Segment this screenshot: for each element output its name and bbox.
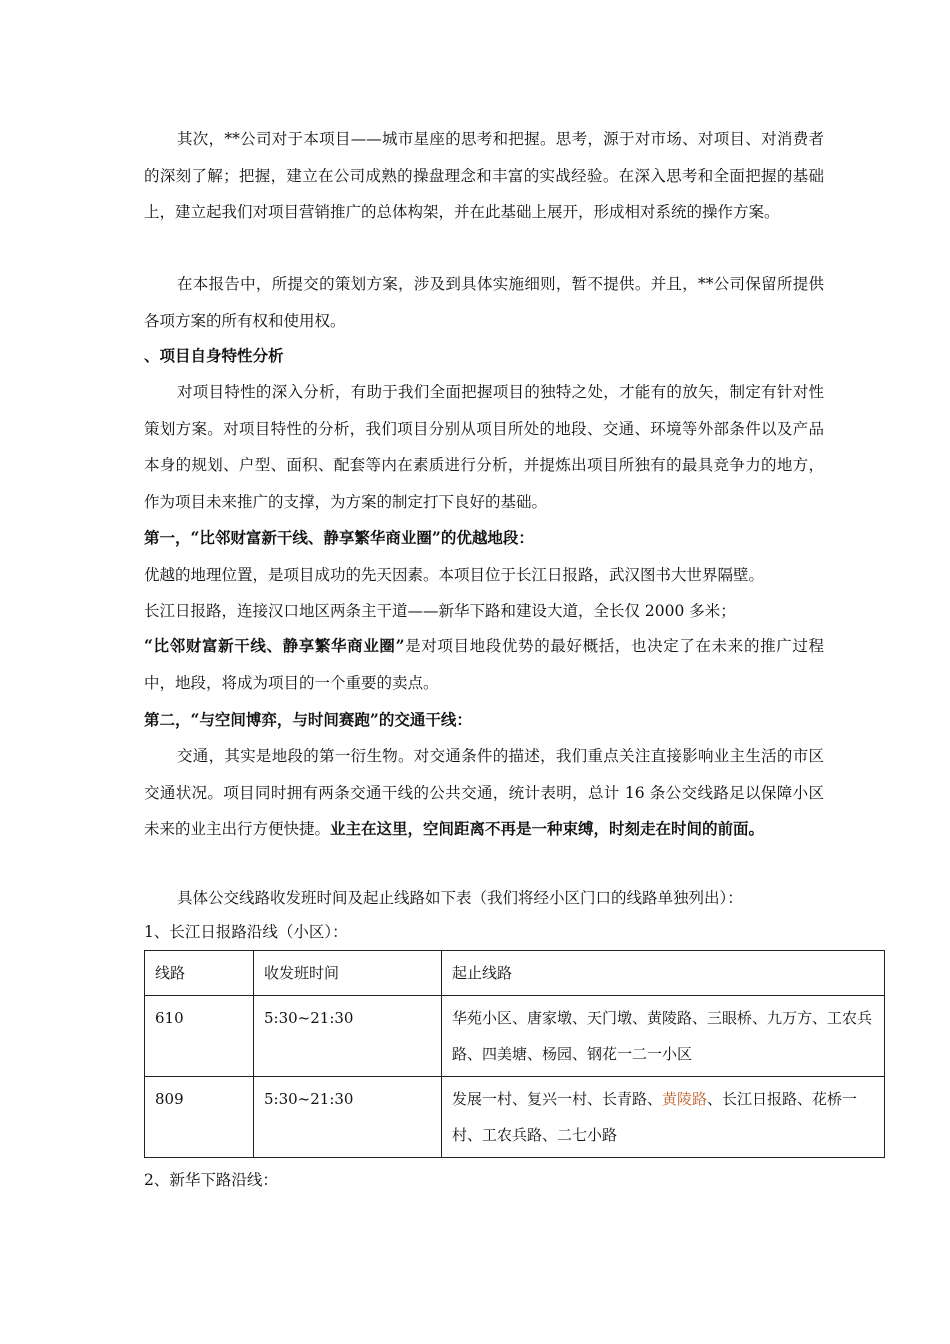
section-heading: 、项目自身特性分析 (144, 346, 284, 365)
table-row (145, 996, 885, 1077)
paragraph-location-1: 优越的地理位置，是项目成功的先天因素。本项目位于长江日报路，武汉图书大世界隔壁。 (144, 566, 765, 584)
traffic-text: 交通，其实是地段的第一衍生物。对交通条件的描述，我们重点关注直接影响业主生活的市区交通状况。项目同时拥有两条交通干线的公共交通，统计表明，总计 16 条公交线路足以保障小区未来的业主出行方便快捷。 (144, 747, 824, 838)
bus-route-table (144, 950, 885, 1158)
heading-traffic: 第二，“与空间博弈，与时间赛跑”的交通干线： (144, 710, 472, 729)
route-time: 5:30~21:30 (254, 1077, 442, 1158)
location-summary: 是对项目地段优势的最好概括，也决定了在未来的推广过程中，地段，将成为项目的一个重要的卖点。 (144, 637, 824, 692)
header-stops: 起止线路 (442, 951, 885, 996)
route-number: 809 (145, 1077, 254, 1158)
route-number: 610 (145, 996, 254, 1077)
stops-highlight: 黄陵路 (662, 1090, 708, 1108)
stops-part-2: 、长江日报路、花桥一村、工农兵路、二七小路 (452, 1090, 858, 1144)
traffic-slogan: 业主在这里，空间距离不再是一种束缚，时刻走在时间的前面。 (330, 819, 765, 838)
paragraph-thinking: 其次，**公司对于本项目——城市星座的思考和把握。思考，源于对市场、对项目、对消费者的深刻了解；把握，建立在公司成熟的操盘理念和丰富的实战经验。在深入思考和全面把握的基础上，建立起我们对项目营销推广的总体构架，并在此基础上展开，形成相对系统的操作方案。 (144, 130, 824, 221)
paragraph-analysis: 对项目特性的深入分析，有助于我们全面把握项目的独特之处，才能有的放矢，制定有针对性策划方案。对项目特性的分析，我们项目分别从项目所处的地段、交通、环境等外部条件以及产品本身的规划、户型、面积、配套等内在素质进行分析，并提炼出项目所独有的最具竞争力的地方，作为项目未来推广的支撑，为方案的制定打下良好的基础。 (144, 383, 824, 511)
paragraph-location-2: 长江日报路，连接汉口地区两条主干道——新华下路和建设大道，全长仅 2000 多米； (144, 602, 736, 620)
paragraph-table-intro: 具体公交线路收发班时间及起止线路如下表（我们将经小区门口的线路单独列出）： (177, 889, 743, 907)
paragraph-location-3 (144, 628, 824, 701)
list-item-changjiang-road: 1、长江日报路沿线（小区）： (144, 923, 348, 941)
location-slogan: “比邻财富新干线、静享繁华商业圈” (144, 636, 405, 655)
route-stops (442, 1077, 885, 1158)
stops-part-1: 发展一村、复兴一村、长青路、 (452, 1090, 663, 1108)
paragraph-traffic (144, 738, 824, 848)
table-row (145, 1077, 885, 1158)
header-route: 线路 (145, 951, 254, 996)
header-time: 收发班时间 (254, 951, 442, 996)
list-item-xinhua-road: 2、新华下路沿线： (144, 1171, 278, 1189)
route-time: 5:30~21:30 (254, 996, 442, 1077)
table-header-row (145, 951, 885, 996)
heading-location: 第一，“比邻财富新干线、静享繁华商业圈”的优越地段： (144, 528, 534, 547)
route-stops: 华苑小区、唐家墩、天门墩、黄陵路、三眼桥、九万方、工农兵路、四美塘、杨园、钢花一二一小区 (442, 996, 885, 1077)
paragraph-report-rights: 在本报告中，所提交的策划方案，涉及到具体实施细则，暂不提供。并且，**公司保留所提供各项方案的所有权和使用权。 (144, 275, 824, 330)
